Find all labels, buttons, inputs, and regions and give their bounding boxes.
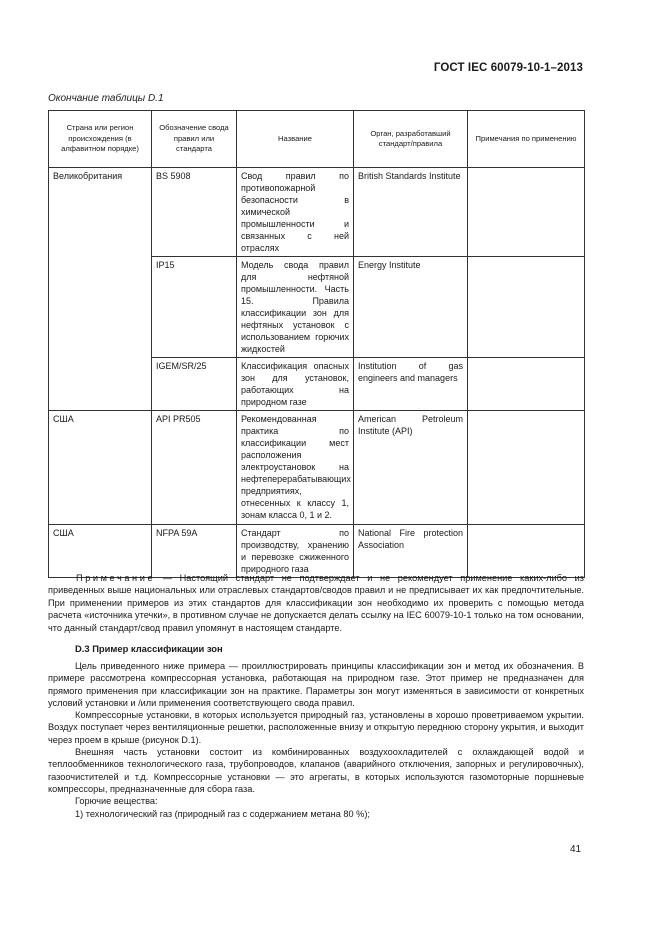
cell-code: API PR505 [152,411,237,525]
cell-code: IGEM/SR/25 [152,358,237,411]
cell-notes [468,358,585,411]
section-body [48,660,584,820]
table-caption: Окончание таблицы D.1 [48,93,164,104]
table-header-row [49,111,585,168]
cell-country: США [49,525,152,578]
table-note [48,572,584,634]
cell-body: National Fire protection Association [354,525,468,578]
cell-notes [468,168,585,257]
document-header: ГОСТ IEC 60079-10-1–2013 [433,62,583,74]
paragraph: 1) технологический газ (природный газ с содержанием метана 80 %); [75,808,370,819]
paragraph: Цель приведенного ниже примера — проиллюстрировать принципы классификации зон и метод их обозначения. В примере рассмотрена компрессорная установка, работающая на природном газе. Этот пример не предназначен для прямого применения при классификации зон на практике. Параметры зон могут изменяться в зависимости от конкретных условий установки и /или применения соответствующего свода правил. [48,661,584,708]
cell-body: British Standards Institute [354,168,468,257]
cell-title: Классификация опасных зон для установок, работающих на природном газе [237,358,354,411]
column-header-country: Страна или регион происхождения (в алфавитном порядке) [49,111,152,168]
cell-title: Свод правил по противопожарной безопасности в химической промышленности и связанных с ней отраслях [237,168,354,257]
cell-notes [468,525,585,578]
table-row [49,525,585,578]
cell-body: American Petroleum Institute (API) [354,411,468,525]
cell-notes [468,257,585,358]
note-text: — Настоящий стандарт не подтверждает и не рекомендует применение каких-либо из приведенных выше национальных или отраслевых стандартов/сводов правил и не предписывает их как предпочтительные. При применении примеров из этих стандартов для классификации зон необходимо их проверить с помощью метода расчета «источника утечки», в противном случае не допускается делать ссылку на IEC 60079-10-1 только на том основании, что данный стандарт/свод правил упомянут в настоящем стандарте. [48,573,584,633]
cell-title: Стандарт по производству, хранению и перевозке сжиженного природного газа [237,525,354,578]
cell-body: Energy Institute [354,257,468,358]
cell-code: IP15 [152,257,237,358]
section-title: D.3 Пример классификации зон [75,643,223,654]
column-header-body: Орган, разработавший стандарт/правила [354,111,468,168]
column-header-code: Обозначение свода правил или стандарта [152,111,237,168]
cell-code: NFPA 59A [152,525,237,578]
cell-notes [468,411,585,525]
table-row [49,168,585,257]
cell-country: США [49,411,152,525]
paragraph: Внешняя часть установки состоит из комбинированных воздухоохладителей с охлаждающей водой и теплообменников технологического газа, трубопроводов, клапанов (аварийного отключения, запорных и регулировочных), газоочистителей и т.д. Компрессорные установки — это агрегаты, в которых используются газомоторные поршневые компрессоры, предназначенные для сбора газа. [48,747,584,794]
note-label: Примечание [76,573,156,583]
paragraph: Горючие вещества: [75,796,158,807]
page-number: 41 [570,844,582,855]
cell-title: Рекомендованная практика по классификации мест расположения электроустановок на нефтеперерабатывающих предприятиях, отнесенных к классу 1, зонам класса 0, 1 и 2. [237,411,354,525]
cell-country: Великобритания [49,168,152,411]
table-row [49,411,585,525]
cell-code: BS 5908 [152,168,237,257]
cell-body: Institution of gas engineers and managers [354,358,468,411]
paragraph: Компрессорные установки, в которых используется природный газ, установлены в хорошо проветриваемом укрытии. Воздух поступает через вентиляционные решетки, расположенные внизу и открытую переднюю сторону укрытия, и выходит через проем в крыше (рисунок D.1). [48,710,584,745]
column-header-notes: Примечания по применению [468,111,585,168]
standards-table [48,110,585,578]
column-header-title: Название [237,111,354,168]
cell-title: Модель свода правил для нефтяной промышленности. Часть 15. Правила классификации зон для нефтяных установок с использованием горючих жидкостей [237,257,354,358]
